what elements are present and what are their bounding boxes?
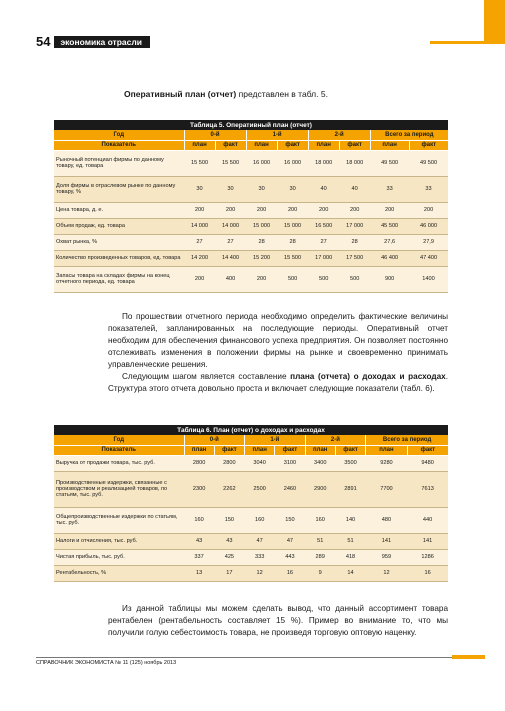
row-label: Общепроизводственные издержки по статьям, тыс. руб. [54, 507, 184, 533]
cell-value: 46 400 [370, 250, 409, 266]
cell-value: 51 [305, 533, 335, 549]
intro-rest: представлен в табл. 5. [236, 89, 328, 99]
cell-value: 9 [305, 565, 335, 581]
table-6-period-label: Год [54, 435, 184, 445]
cell-value: 12 [366, 565, 408, 581]
cell-value: 17 000 [308, 250, 339, 266]
table-5-body [54, 150, 448, 292]
cell-value: 200 [339, 202, 370, 218]
cell-value: 18 000 [308, 150, 339, 176]
cell-value: 480 [366, 507, 408, 533]
cell-value: 27 [184, 234, 215, 250]
cell-value: 337 [184, 549, 214, 565]
table-5-subheader: план [308, 140, 339, 150]
cell-value: 3500 [335, 455, 365, 471]
table-5-indicator-label: Показатель [54, 140, 184, 150]
cell-value: 500 [277, 266, 308, 292]
cell-value: 28 [339, 234, 370, 250]
cell-value: 43 [184, 533, 214, 549]
cell-value: 47 [275, 533, 305, 549]
cell-value: 425 [214, 549, 244, 565]
intro-bold: Оперативный план (отчет) [124, 89, 237, 99]
cell-value: 28 [277, 234, 308, 250]
table-6-subheader: план [305, 445, 335, 455]
cell-value: 15 500 [184, 150, 215, 176]
footer-accent [452, 655, 485, 659]
cell-value: 40 [339, 176, 370, 202]
table-6-title: Таблица 6. План (отчет) о доходах и расходах [54, 425, 448, 435]
cell-value: 7613 [407, 471, 448, 507]
cell-value: 200 [370, 202, 409, 218]
cell-value: 14 [335, 565, 365, 581]
cell-value: 51 [335, 533, 365, 549]
table-6-period: 1-й [245, 435, 306, 445]
footer-rule [36, 657, 466, 658]
cell-value: 14 200 [184, 250, 215, 266]
cell-value: 45 500 [370, 218, 409, 234]
cell-value: 27 [308, 234, 339, 250]
cell-value: 200 [184, 202, 215, 218]
cell-value: 13 [184, 565, 214, 581]
cell-value: 17 [214, 565, 244, 581]
cell-value: 2891 [335, 471, 365, 507]
cell-value: 49 500 [409, 150, 448, 176]
cell-value: 16 [407, 565, 448, 581]
paragraph-2-bold: плана (отчета) о доходах и расходах [290, 372, 446, 381]
cell-value: 30 [277, 176, 308, 202]
cell-value: 200 [215, 202, 246, 218]
cell-value: 150 [214, 507, 244, 533]
table-5-subheader: факт [215, 140, 246, 150]
cell-value: 47 [245, 533, 275, 549]
cell-value: 17 000 [339, 218, 370, 234]
cell-value: 16 [275, 565, 305, 581]
table-6-period: Всего за период [366, 435, 448, 445]
cell-value: 30 [215, 176, 246, 202]
cell-value: 14 000 [215, 218, 246, 234]
table-5-period: 1-й [246, 130, 308, 140]
cell-value: 440 [407, 507, 448, 533]
intro-line [124, 89, 328, 99]
cell-value: 15 000 [277, 218, 308, 234]
cell-value: 2800 [184, 455, 214, 471]
table-5-subheader: план [246, 140, 277, 150]
table-6-subheader: факт [335, 445, 365, 455]
cell-value: 15 200 [246, 250, 277, 266]
page-header [36, 36, 150, 48]
paragraph-3 [108, 603, 448, 639]
cell-value: 9280 [366, 455, 408, 471]
cell-value: 16 000 [246, 150, 277, 176]
cell-value: 33 [409, 176, 448, 202]
cell-value: 200 [246, 202, 277, 218]
cell-value: 140 [335, 507, 365, 533]
table-6-period: 0-й [184, 435, 245, 445]
table-5-subheader: факт [277, 140, 308, 150]
table-6-period: 2-й [305, 435, 366, 445]
cell-value: 27 [215, 234, 246, 250]
cell-value: 333 [245, 549, 275, 565]
cell-value: 43 [214, 533, 244, 549]
cell-value: 500 [308, 266, 339, 292]
table-row [54, 565, 448, 581]
cell-value: 200 [409, 202, 448, 218]
cell-value: 500 [339, 266, 370, 292]
cell-value: 900 [370, 266, 409, 292]
cell-value: 3100 [275, 455, 305, 471]
row-label: Чистая прибыль, тыс. руб. [54, 549, 184, 565]
table-6 [54, 425, 448, 582]
paragraph-1-text: По прошествии отчетного периода необходимо определить фактические величины показателей, запланированных на последующие периоды. Оперативный отчет необходим для обеспечения финансового успеха предприятия. Он позволяет постоянно отслеживать изменения в положении фирмы на рынке и своевременно принимать управленческие решения. [108, 312, 448, 369]
table-row [54, 150, 448, 176]
cell-value: 30 [246, 176, 277, 202]
row-label: Объем продаж, ед. товара [54, 218, 184, 234]
cell-value: 27,9 [409, 234, 448, 250]
table-5-subheader: факт [339, 140, 370, 150]
table-6-subheader: факт [407, 445, 448, 455]
cell-value: 200 [308, 202, 339, 218]
cell-value: 141 [407, 533, 448, 549]
row-label: Запасы товара на складах фирмы на конец отчетного периода, ед. товара [54, 266, 184, 292]
table-6-body [54, 455, 448, 581]
cell-value: 2800 [214, 455, 244, 471]
cell-value: 47 400 [409, 250, 448, 266]
cell-value: 16 000 [277, 150, 308, 176]
cell-value: 200 [277, 202, 308, 218]
table-row [54, 507, 448, 533]
table-row [54, 176, 448, 202]
cell-value: 418 [335, 549, 365, 565]
cell-value: 200 [246, 266, 277, 292]
cell-value: 2262 [214, 471, 244, 507]
paragraph-3-text: Из данной таблицы мы можем сделать вывод, что данный ассортимент товара рентабелен (рентабельность составляет 15 %). Пример во внимание то, что мы получили голую себестоимость товара, не произведя торговую оптовую наценку. [108, 604, 448, 637]
cell-value: 160 [184, 507, 214, 533]
table-5-period: 0-й [184, 130, 246, 140]
section-title: экономика отрасли [54, 36, 150, 48]
table-row [54, 455, 448, 471]
cell-value: 28 [246, 234, 277, 250]
footer [36, 660, 484, 666]
table-row [54, 533, 448, 549]
cell-value: 14 000 [184, 218, 215, 234]
table-5-period: 2-й [308, 130, 370, 140]
cell-value: 443 [275, 549, 305, 565]
corner-accent [484, 0, 505, 44]
table-5-period: Всего за период [370, 130, 448, 140]
cell-value: 9480 [407, 455, 448, 471]
row-label: Доля фирмы в отраслевом рынке по данному товару, % [54, 176, 184, 202]
cell-value: 15 000 [246, 218, 277, 234]
cell-value: 46 000 [409, 218, 448, 234]
paragraph-1 [108, 311, 448, 371]
paragraph-2-end: . Структура этого отчета довольно проста и включает следующие показатели (табл. 6). [108, 372, 448, 393]
cell-value: 30 [184, 176, 215, 202]
table-6-subheader: факт [275, 445, 305, 455]
cell-value: 2900 [305, 471, 335, 507]
cell-value: 33 [370, 176, 409, 202]
cell-value: 1400 [409, 266, 448, 292]
row-label: Цена товара, д. е. [54, 202, 184, 218]
table-5 [54, 120, 448, 293]
table-6-subheader: план [245, 445, 275, 455]
paragraph-2-start: Следующим шагом является составление [122, 372, 291, 381]
row-label: Количество произведенных товаров, ед. товара [54, 250, 184, 266]
row-label: Производственные издержки, связанные с производством и реализацией товаров, по статьям, тыс. руб. [54, 471, 184, 507]
cell-value: 15 500 [277, 250, 308, 266]
row-label: Выручка от продажи товара, тыс. руб. [54, 455, 184, 471]
page-number: 54 [36, 34, 51, 49]
table-row [54, 250, 448, 266]
cell-value: 15 500 [215, 150, 246, 176]
table-row [54, 549, 448, 565]
table-6-subheader: план [184, 445, 214, 455]
cell-value: 1286 [407, 549, 448, 565]
table-6-indicator-label: Показатель [54, 445, 184, 455]
cell-value: 3400 [305, 455, 335, 471]
row-label: Рентабельность, % [54, 565, 184, 581]
footer-text: СПРАВОЧНИК ЭКОНОМИСТА № 11 (125) ноябрь 2013 [36, 660, 177, 666]
cell-value: 40 [308, 176, 339, 202]
cell-value: 959 [366, 549, 408, 565]
cell-value: 2500 [245, 471, 275, 507]
row-label: Рыночный потенциал фирмы по данному товару, ед. товара [54, 150, 184, 176]
table-5-subheader: план [370, 140, 409, 150]
cell-value: 160 [245, 507, 275, 533]
cell-value: 17 500 [339, 250, 370, 266]
table-row [54, 218, 448, 234]
cell-value: 14 400 [215, 250, 246, 266]
table-6-subheader: факт [214, 445, 244, 455]
cell-value: 27,6 [370, 234, 409, 250]
cell-value: 141 [366, 533, 408, 549]
table-row [54, 266, 448, 292]
row-label: Налоги и отчисления, тыс. руб. [54, 533, 184, 549]
table-row [54, 471, 448, 507]
cell-value: 160 [305, 507, 335, 533]
cell-value: 3040 [245, 455, 275, 471]
cell-value: 2300 [184, 471, 214, 507]
row-label: Охват рынка, % [54, 234, 184, 250]
cell-value: 12 [245, 565, 275, 581]
cell-value: 2460 [275, 471, 305, 507]
table-5-subheader: факт [409, 140, 448, 150]
table-5-title: Таблица 5. Оперативный план (отчет) [54, 120, 448, 130]
cell-value: 150 [275, 507, 305, 533]
table-5-period-label: Год [54, 130, 184, 140]
table-row [54, 234, 448, 250]
cell-value: 18 000 [339, 150, 370, 176]
cell-value: 200 [184, 266, 215, 292]
cell-value: 49 500 [370, 150, 409, 176]
table-6-subheader: план [366, 445, 408, 455]
table-5-subheader: план [184, 140, 215, 150]
table-row [54, 202, 448, 218]
paragraph-2 [108, 371, 448, 395]
cell-value: 289 [305, 549, 335, 565]
cell-value: 16 500 [308, 218, 339, 234]
cell-value: 400 [215, 266, 246, 292]
header-accent-bar [430, 41, 485, 44]
cell-value: 7700 [366, 471, 408, 507]
